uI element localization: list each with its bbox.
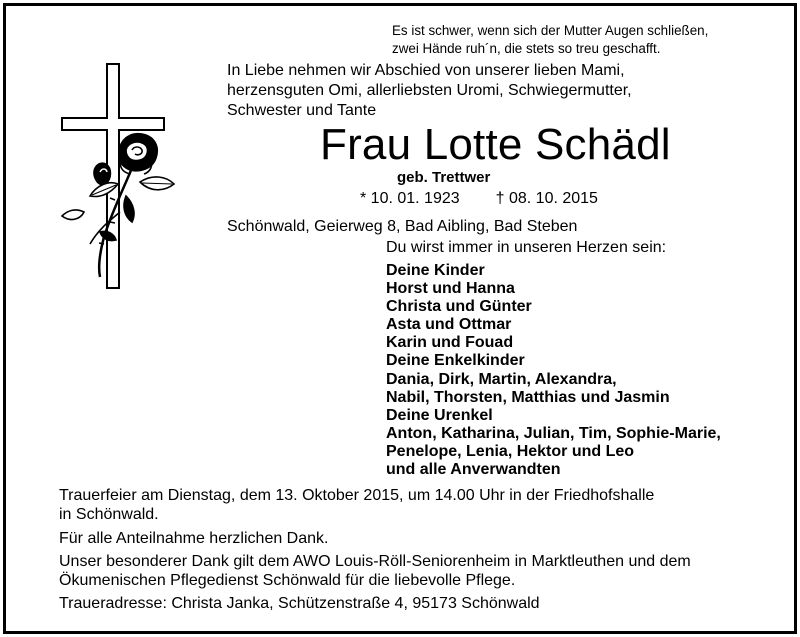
list-item: Asta und Ottmar bbox=[386, 316, 512, 334]
poem bbox=[392, 22, 708, 58]
poem-line-2: zwei Hände ruh´n, die stets so treu geschafft. bbox=[392, 41, 661, 56]
mourners-list bbox=[386, 262, 721, 479]
intro-line-2: herzensguten Omi, allerliebsten Uromi, Schwiegermutter, bbox=[227, 82, 632, 99]
list-item: Deine Urenkel bbox=[386, 406, 493, 424]
list-item: Dania, Dirk, Martin, Alexandra, bbox=[386, 370, 617, 388]
list-item: Deine Enkelkinder bbox=[386, 352, 525, 370]
list-item: Horst und Hanna bbox=[386, 280, 515, 298]
intro-line-1: In Liebe nehmen wir Abschied von unserer lieben Mami, bbox=[227, 62, 625, 79]
birth-date: * 10. 01. 1923 bbox=[360, 190, 460, 207]
deceased-name: Frau Lotte Schädl bbox=[320, 120, 671, 169]
list-item: Christa und Günter bbox=[386, 298, 532, 316]
thanks-line: Für alle Anteilnahme herzlichen Dank. bbox=[59, 530, 329, 547]
list-item: Deine Kinder bbox=[386, 262, 485, 279]
places-line: Schönwald, Geierweg 8, Bad Aibling, Bad Steben bbox=[227, 218, 578, 235]
intro-text bbox=[227, 61, 632, 121]
funeral-info bbox=[59, 486, 654, 524]
birth-name: geb. Trettwer bbox=[397, 169, 491, 186]
mourning-address: Traueradresse: Christa Janka, Schützenstraße 4, 95173 Schönwald bbox=[59, 595, 540, 612]
intro-line-3: Schwester und Tante bbox=[227, 102, 377, 119]
funeral-line-2: in Schönwald. bbox=[59, 506, 159, 523]
list-item: Nabil, Thorsten, Matthias und Jasmin bbox=[386, 388, 670, 406]
list-item: Karin und Fouad bbox=[386, 334, 514, 352]
list-item: Penelope, Lenia, Hektor und Leo bbox=[386, 442, 635, 460]
heart-line: Du wirst immer in unseren Herzen sein: bbox=[386, 239, 667, 256]
list-item: Anton, Katharina, Julian, Tim, Sophie-Marie, bbox=[386, 424, 721, 442]
special-thanks-line-1: Unser besonderer Dank gilt dem AWO Louis-Röll-Seniorenheim in Marktleuthen und dem bbox=[59, 553, 691, 570]
special-thanks bbox=[59, 552, 691, 590]
cross-with-rose-icon bbox=[60, 62, 180, 290]
special-thanks-line-2: Ökumenischen Pflegedienst Schönwald für die liebevolle Pflege. bbox=[59, 572, 516, 589]
death-date: † 08. 10. 2015 bbox=[495, 190, 598, 207]
list-item: und alle Anverwandten bbox=[386, 461, 561, 479]
funeral-line-1: Trauerfeier am Dienstag, dem 13. Oktober 2015, um 14.00 Uhr in der Friedhofshalle bbox=[59, 487, 655, 504]
life-dates bbox=[360, 188, 598, 210]
poem-line-1: Es ist schwer, wenn sich der Mutter Augen schließen, bbox=[392, 23, 709, 38]
